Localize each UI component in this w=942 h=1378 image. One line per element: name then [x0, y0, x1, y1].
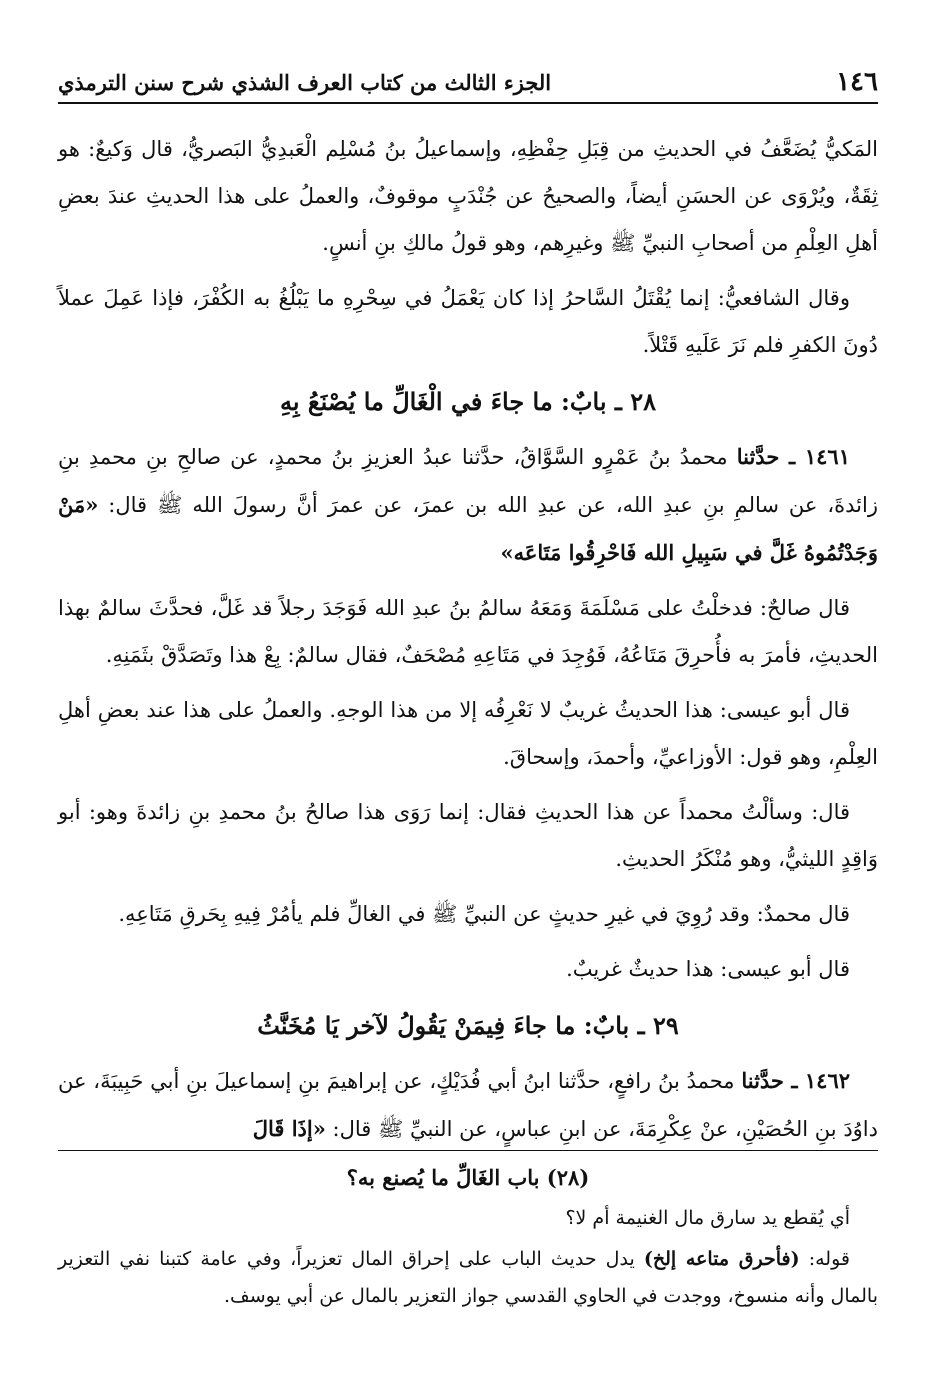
commentary-title: (٢٨) باب الغَالِّ ما يُصنع به؟	[346, 1165, 590, 1190]
commentary-line	[58, 1241, 878, 1315]
commentary-prefix: قوله:	[799, 1248, 850, 1270]
hadith-quote: «إذَا قَالَ	[252, 1116, 326, 1141]
paragraph: قال أبو عيسى: هذا الحديثُ غريبٌ لا نَعْرِفُه إلا من هذا الوجهِ. والعملُ على هذا عند بعضِ أهلِ العِلْمِ، وهو قول: الأوزاعيِّ، وأحمدَ، وإسحاقَ.	[58, 698, 878, 769]
main-text	[58, 126, 878, 1161]
paragraph: قال: وسألْتُ محمداً عن هذا الحديثِ فقال: إنما رَوَى هذا صالحُ بنُ محمدِ بنِ زائدةَ وهو: أبو وَاقِدٍ الليثيُّ، وهو مُنْكَرُ الحديثِ.	[58, 800, 878, 871]
paragraph: قال أبو عيسى: هذا حديثٌ غريبٌ.	[566, 957, 850, 981]
paragraph: المَكيُّ يُضَعَّفُ في الحديثِ من قِبَلِ حِفْظِهِ، وإسماعيلُ بنُ مُسْلِم الْعَبدِيُّ البَصريُّ، قال وَكيعٌ: هو ثِقَةٌ، ويُرْوَى عن الحسَنِ أيضاً، والصحيحُ عن جُنْدَبٍ موقوفٌ، والعملُ على هذا الحديثِ عندَ بعضِ أهلِ العِلْمِ من أصحابِ النبيِّ ﷺ وغيرِهم، وهو قولُ مالكِ بنِ أنسٍ.	[58, 137, 878, 255]
running-title: الجزء الثالث من كتاب العرف الشذي شرح سنن الترمذي	[58, 69, 552, 95]
hadith-number: ١٤٦١ ـ حدَّثنا	[736, 444, 850, 469]
commentary-line: أي يُقطع يد سارق مال الغنيمة أم لا؟	[565, 1207, 850, 1229]
commentary	[58, 1150, 878, 1319]
hadith-isnad: محمدُ بنُ عَمْرٍو السَّوَّاقُ، حدَّثنا عبدُ العزيزِ بنُ محمدٍ، عن صالحِ بنِ محمدِ بنِ زائدةَ، عن سالمِ بنِ عبدِ الله، عن عبدِ الله بن عمرَ، عن عمرَ أنَّ رسولَ الله ﷺ قال:	[58, 445, 878, 517]
page-header	[58, 62, 878, 104]
chapter-title-28: ٢٨ ـ بابٌ: ما جاءَ في الْغَالِّ ما يُصْنَعُ بِهِ	[279, 387, 657, 416]
paragraph: قال محمدٌ: وقد رُوِيَ في غيرِ حديثٍ عن النبيِّ ﷺ في الغالِّ فلم يأمُرْ فِيهِ بِحَرقِ مَتَاعِهِ.	[118, 902, 850, 926]
hadith-number: ١٤٦٢ ـ حدَّثنا	[741, 1068, 851, 1093]
hadith-1462	[58, 1057, 878, 1153]
page-number: ١٤٦	[836, 67, 878, 97]
hadith-quote: «مَنْ وَجَدْتُمُوهُ غَلَّ في سَبِيلِ الله فَاحْرِقُوا مَتَاعَه»	[58, 492, 878, 565]
hadith-isnad: محمدُ بنُ رافعٍ، حدَّثنا ابنُ أبي فُدَيْكٍ، عن إبراهيمَ بنِ إسماعيلَ بنِ أبي حَبِيبَةَ، عن داوُدَ بنِ الحُصَيْنِ، عنْ عِكْرِمَةَ، عن ابنِ عباسٍ، عن النبيِّ ﷺ قال:	[58, 1069, 878, 1141]
commentary-lemma: (فأحرق متاعه إلخ)	[643, 1248, 800, 1270]
commentary-text: يدل حديث الباب على إحراق المال تعزيراً، وفي عامة كتبنا نفي التعزير بالمال وأنه منسوخ، ووجدت في الحاوي القدسي جواز التعزير بالمال عن أبي يوسف.	[58, 1248, 878, 1307]
chapter-title-29: ٢٩ ـ بابٌ: ما جاءَ فِيمَنْ يَقُولُ لآخر يَا مُخَنَّثُ	[257, 1011, 679, 1040]
paragraph: قال صالحٌ: فدخلْتُ على مَسْلَمَةَ وَمَعَهُ سالمُ بنُ عبدِ الله فَوَجَدَ رجلاً قد غَلَّ، فحدَّثَ سالمٌ بهذا الحديثِ، فأمرَ به فأُحرِقَ مَتَاعُهُ، فَوُجِدَ في مَتَاعِهِ مُصْحَفٌ، فقال سالمٌ: بِعْ هذا وتَصَدَّقْ بثَمَنِهِ.	[58, 596, 878, 667]
paragraph: وقال الشافعيُّ: إنما يُقْتَلُ السَّاحرُ إذا كان يَعْمَلُ في سِحْرِهِ ما يَبْلُغُ به الكُفْرَ، فإذا عَمِلَ عملاً دُونَ الكفرِ فلم نَرَ عَلَيهِ قَتْلاً.	[58, 286, 878, 357]
hadith-1461	[58, 433, 878, 577]
